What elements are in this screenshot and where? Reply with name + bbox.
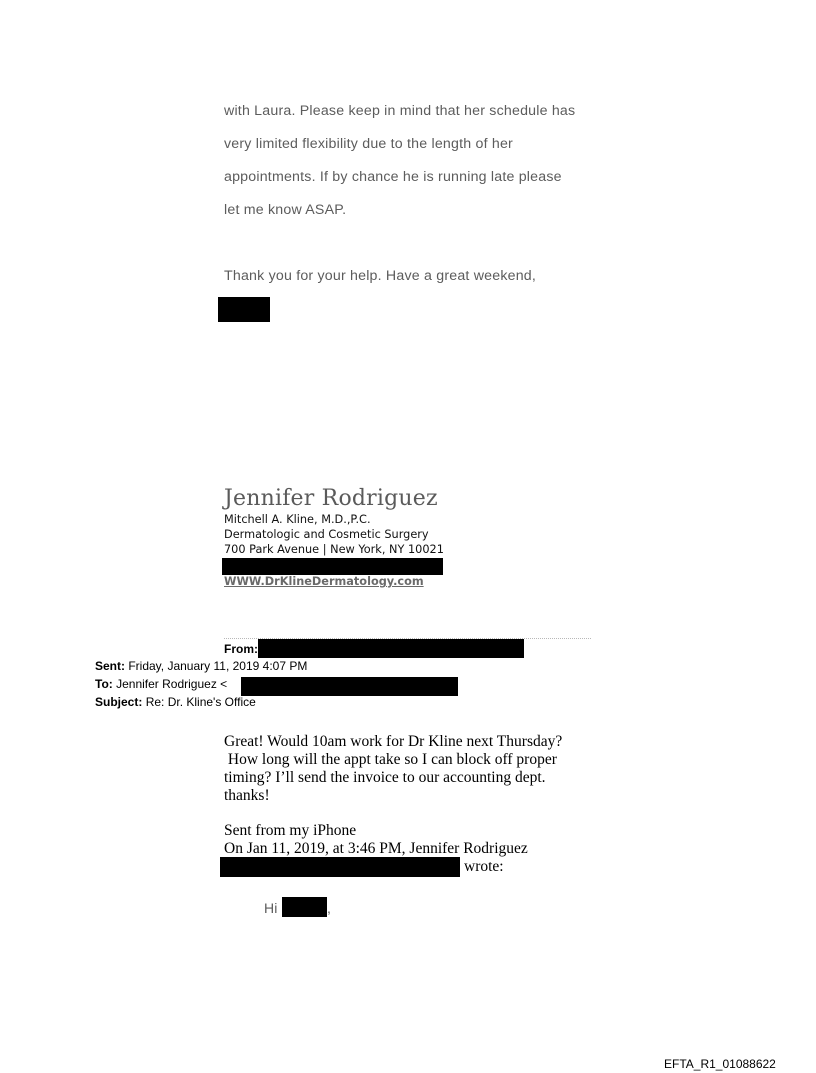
redaction-box — [282, 897, 327, 917]
reply-line: timing? I’ll send the invoice to our accounting dept. — [224, 769, 546, 786]
wrote-label: wrote: — [464, 858, 504, 875]
sent-value: Friday, January 11, 2019 4:07 PM — [128, 659, 308, 673]
to-value: Jennifer Rodriguez < — [116, 677, 228, 691]
subject-value: Re: Dr. Kline's Office — [145, 695, 256, 709]
quoted-comma: , — [327, 900, 332, 916]
sent-row: Sent: Friday, January 11, 2019 4:07 PM — [95, 659, 308, 673]
quoted-line: with Laura. Please keep in mind that her schedule has — [224, 103, 576, 119]
on-date-line: On Jan 11, 2019, at 3:46 PM, Jennifer Rodriguez — [224, 840, 528, 857]
signature-name: Jennifer Rodriguez — [224, 486, 438, 511]
signature-line: Mitchell A. Kline, M.D.,P.C. — [224, 513, 371, 526]
reply-line: thanks! — [224, 787, 270, 804]
quoted-greeting: Hi — [264, 900, 278, 916]
redaction-box — [222, 558, 443, 575]
reply-line: How long will the appt take so I can block off proper — [224, 751, 557, 768]
subject-row: Subject: Re: Dr. Kline's Office — [95, 695, 256, 709]
quoted-line: very limited flexibility due to the length of her — [224, 136, 513, 152]
signature-line: 700 Park Avenue | New York, NY 10021 — [224, 543, 444, 556]
redaction-box — [218, 297, 270, 322]
sent-from-line: Sent from my iPhone — [224, 822, 357, 839]
redaction-box — [220, 857, 460, 877]
quoted-closing: Thank you for your help. Have a great weekend, — [224, 268, 537, 284]
document-id: EFTA_R1_01088622 — [664, 1057, 776, 1071]
quoted-line: let me know ASAP. — [224, 202, 347, 218]
redaction-box — [241, 677, 458, 696]
reply-line: Great! Would 10am work for Dr Kline next Thursday? — [224, 733, 563, 750]
redaction-box — [258, 639, 524, 658]
signature-line: Dermatologic and Cosmetic Surgery — [224, 528, 429, 541]
quoted-line: appointments. If by chance he is running late please — [224, 169, 562, 185]
to-row: To: Jennifer Rodriguez < — [95, 677, 228, 691]
from-label: From: — [224, 642, 258, 656]
website-link[interactable]: WWW.DrKlineDermatology.com — [224, 575, 424, 588]
